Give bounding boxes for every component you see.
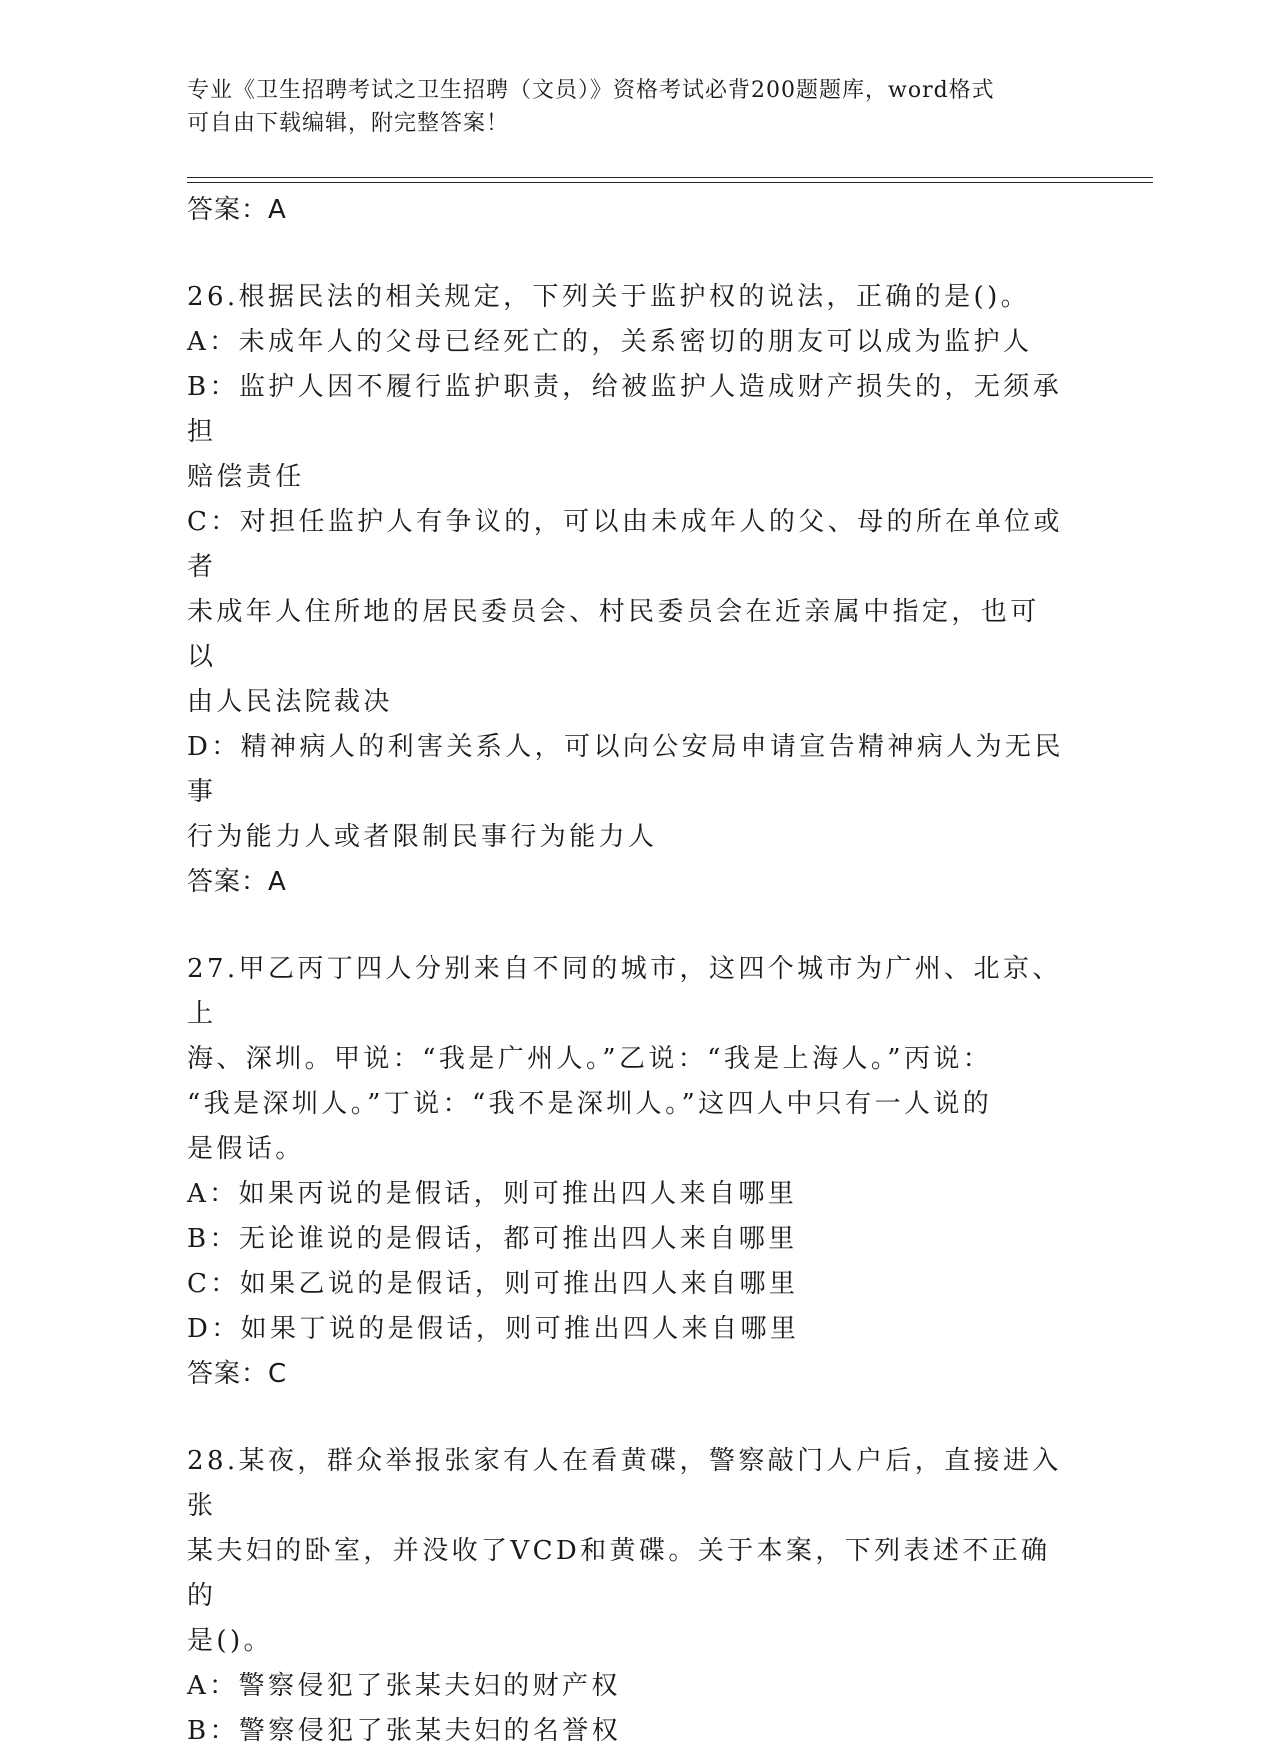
option-d-line: D：精神病人的利害关系人，可以向公安局申请宣告精神病人为无民事 (187, 732, 1064, 807)
option-a: A：如果丙说的是假话，则可推出四人来自哪里 (187, 1179, 798, 1209)
document-body (187, 188, 1067, 1754)
question-stem-line: 是假话。 (187, 1134, 305, 1164)
option-a: A：未成年人的父母已经死亡的，关系密切的朋友可以成为监护人 (187, 327, 1033, 357)
question-stem-line: 27.甲乙丙丁四人分别来自不同的城市，这四个城市为广州、北京、上 (187, 954, 1062, 1029)
question-stem-line: “我是深圳人。”丁说：“我不是深圳人。”这四人中只有一人说的 (187, 1089, 993, 1119)
option-c-line: 未成年人住所地的居民委员会、村民委员会在近亲属中指定，也可以 (187, 597, 1040, 672)
header-divider-top (187, 177, 1153, 178)
question-stem-line: 28.某夜，群众举报张家有人在看黄碟，警察敲门人户后，直接进入张 (187, 1446, 1062, 1521)
question-27 (187, 947, 1067, 1397)
option-b: B：警察侵犯了张某夫妇的名誉权 (187, 1716, 622, 1746)
option-c-line: 由人民法院裁决 (187, 687, 393, 717)
previous-answer: 答案：A (187, 195, 287, 225)
question-stem-line: 某夫妇的卧室，并没收了VCD和黄碟。关于本案，下列表述不正确的 (187, 1536, 1051, 1611)
question-28 (187, 1439, 1067, 1754)
option-d: D：如果丁说的是假话，则可推出四人来自哪里 (187, 1314, 800, 1344)
question-26 (187, 275, 1067, 905)
option-d-line: 行为能力人或者限制民事行为能力人 (187, 822, 658, 852)
option-a: A：警察侵犯了张某夫妇的财产权 (187, 1671, 621, 1701)
answer-26: 答案：A (187, 867, 287, 897)
question-stem-line: 26.根据民法的相关规定，下列关于监护权的说法，正确的是()。 (187, 282, 1031, 312)
header-title-line-1: 专业《卫生招聘考试之卫生招聘（文员）》资格考试必背200题题库，word格式 (187, 78, 995, 103)
option-c-line: C：对担任监护人有争议的，可以由未成年人的父、母的所在单位或者 (187, 507, 1063, 582)
question-stem-line: 是()。 (187, 1626, 273, 1656)
option-c: C：如果乙说的是假话，则可推出四人来自哪里 (187, 1269, 799, 1299)
option-b: B：无论谁说的是假话，都可推出四人来自哪里 (187, 1224, 798, 1254)
option-b-line: B：监护人因不履行监护职责，给被监护人造成财产损失的，无须承担 (187, 372, 1063, 447)
option-b-line: 赔偿责任 (187, 462, 305, 492)
question-stem-line: 海、深圳。甲说：“我是广州人。”乙说：“我是上海人。”丙说： (187, 1044, 993, 1074)
answer-27: 答案：C (187, 1359, 288, 1389)
header-title-line-2: 可自由下载编辑，附完整答案！ (187, 111, 510, 136)
document-header (187, 74, 1067, 140)
header-divider-bottom (187, 182, 1153, 183)
